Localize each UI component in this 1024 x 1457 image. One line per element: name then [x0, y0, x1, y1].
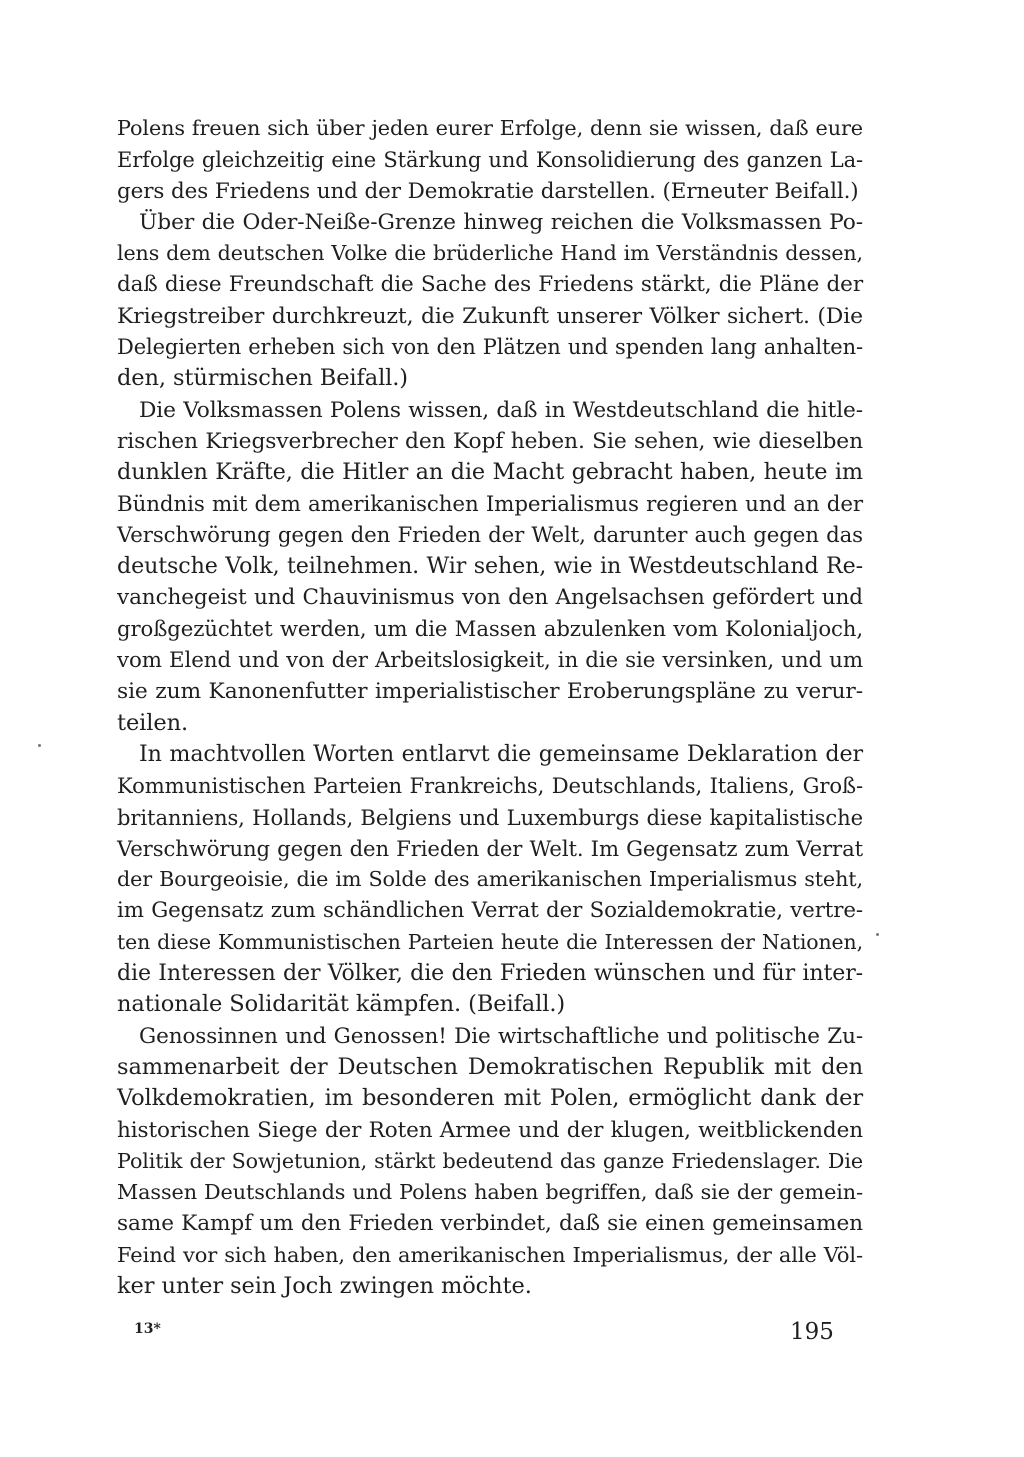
- text-line-4: Über die Oder-Neiße-Grenze hinweg reichen die Volksmassen Po-: [139, 209, 863, 235]
- text-line-33: historischen Siege der Roten Armee und der klugen, weitblickenden: [117, 1117, 863, 1143]
- text-line-13: Bündnis mit dem amerikanischen Imperialismus regieren und an der: [117, 491, 863, 517]
- text-line-11: rischen Kriegsverbrecher den Kopf heben. Sie sehen, wie dieselben: [117, 428, 863, 454]
- text-line-32: Volkdemokratien, im besonderen mit Polen, ermöglicht dank der: [117, 1085, 863, 1112]
- text-line-10: Die Volksmassen Polens wissen, daß in Westdeutschland die hitle-: [139, 397, 863, 423]
- text-line-28: die Interessen der Völker, die den Frieden wünschen und für inter-: [117, 961, 863, 987]
- text-line-37: Feind vor sich haben, den amerikanischen Imperialismus, der alle Völ-: [117, 1242, 863, 1267]
- text-line-19: sie zum Kanonenfutter imperialistischer Eroberungspläne zu verur-: [117, 679, 863, 705]
- text-line-3: gers des Friedens und der Demokratie darstellen. (Erneuter Beifall.): [117, 178, 859, 204]
- text-line-24: Verschwörung gegen den Frieden der Welt. Im Gegensatz zum Verrat: [117, 835, 863, 861]
- text-line-1: Polens freuen sich über jeden eurer Erfolge, denn sie wissen, daß eure: [117, 116, 863, 140]
- text-line-5: lens dem deutschen Volke die brüderliche Hand im Verständnis dessen,: [117, 241, 863, 266]
- scan-speck: [876, 933, 879, 936]
- text-line-31: sammenarbeit der Deutschen Demokratischen Republik mit den: [117, 1053, 863, 1080]
- text-line-35: Massen Deutschlands und Polens haben begriffen, daß sie der gemein-: [117, 1180, 863, 1205]
- text-line-20: teilen.: [117, 709, 189, 736]
- page-number: 195: [790, 1319, 834, 1345]
- text-line-15: deutsche Volk, teilnehmen. Wir sehen, wie in Westdeutschland Re-: [117, 553, 863, 580]
- text-line-38: ker unter sein Joch zwingen möchte.: [117, 1272, 532, 1299]
- text-line-36: same Kampf um den Frieden verbindet, daß sie einen gemeinsamen: [117, 1211, 863, 1237]
- signature-mark: 13*: [134, 1321, 161, 1337]
- scan-speck: [38, 744, 41, 747]
- body-text: [117, 113, 863, 1302]
- text-line-6: daß diese Freundschaft die Sache des Friedens stärkt, die Pläne der: [117, 272, 863, 298]
- text-line-8: Delegierten erheben sich von den Plätzen und spenden lang anhalten-: [117, 335, 863, 360]
- text-line-21: In machtvollen Worten entlarvt die gemeinsame Deklaration der: [139, 740, 863, 767]
- text-line-34: Politik der Sowjetunion, stärkt bedeutend das ganze Friedenslager. Die: [117, 1148, 863, 1173]
- text-line-18: vom Elend und von der Arbeitslosigkeit, in die sie versinken, und um: [117, 648, 863, 674]
- text-line-29: nationale Solidarität kämpfen. (Beifall.): [117, 991, 566, 1018]
- text-line-2: Erfolge gleichzeitig eine Stärkung und Konsolidierung des ganzen La-: [117, 147, 863, 173]
- text-line-22: Kommunistischen Parteien Frankreichs, Deutschlands, Italiens, Groß-: [117, 773, 863, 799]
- text-line-30: Genossinnen und Genossen! Die wirtschaftliche und politische Zu-: [139, 1023, 863, 1049]
- text-line-27: ten diese Kommunistischen Parteien heute die Interessen der Nationen,: [117, 929, 863, 954]
- text-line-23: britanniens, Hollands, Belgiens und Luxemburgs diese kapitalistische: [117, 804, 863, 830]
- text-line-12: dunklen Kräfte, die Hitler an die Macht gebracht haben, heute im: [117, 459, 863, 486]
- text-line-17: großgezüchtet werden, um die Massen abzulenken vom Kolonialjoch,: [117, 616, 863, 642]
- text-line-7: Kriegstreiber durchkreuzt, die Zukunft unserer Völker sichert. (Die: [117, 303, 863, 329]
- text-line-25: der Bourgeoisie, die im Solde des amerikanischen Imperialismus steht,: [117, 867, 863, 892]
- text-line-14: Verschwörung gegen den Frieden der Welt, darunter auch gegen das: [117, 522, 863, 548]
- text-line-26: im Gegensatz zum schändlichen Verrat der Sozialdemokratie, vertre-: [117, 898, 863, 924]
- text-line-16: vanchegeist und Chauvinismus von den Angelsachsen gefördert und: [117, 585, 863, 611]
- text-line-9: den, stürmischen Beifall.): [117, 365, 408, 392]
